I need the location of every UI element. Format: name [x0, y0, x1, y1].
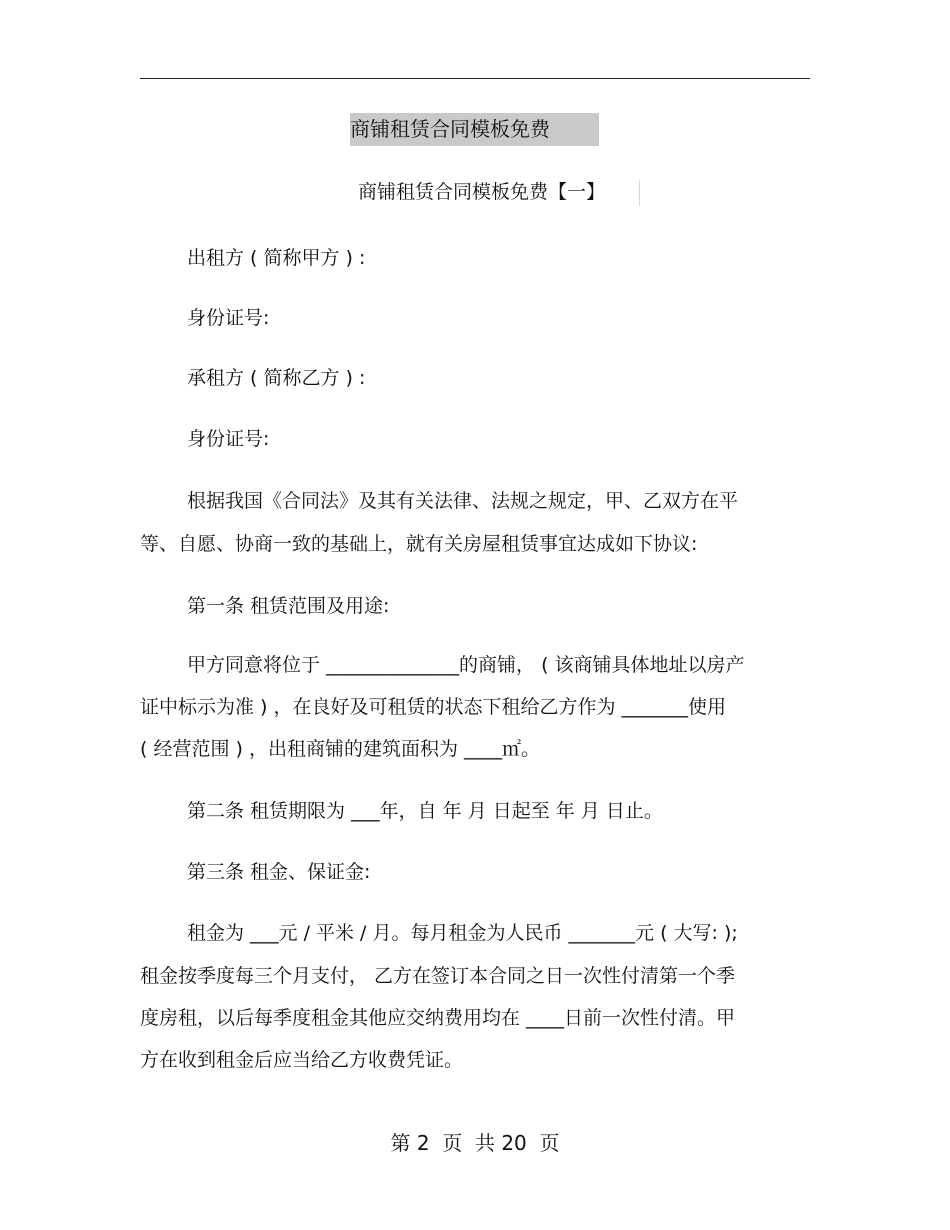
text-cursor-marker	[639, 180, 640, 206]
article-1-line-1: 甲方同意将位于 ______________的商铺， ( 该商铺具体地址以房产	[187, 654, 745, 676]
article-3-heading: 第三条 租金、保证金:	[187, 861, 371, 883]
header-rule	[140, 78, 810, 79]
lessee-line: 承租方 ( 简称乙方 ) :	[187, 367, 366, 389]
article-2-heading: 第二条 租赁期限为 ___年，自 年 月 日起至 年 月 日止。	[187, 800, 663, 822]
intro-paragraph-line-2: 等、自愿、协商一致的基础上，就有关房屋租赁事宜达成如下协议:	[140, 533, 698, 555]
intro-paragraph-line-1: 根据我国《合同法》及其有关法律、法规之规定，甲、乙双方在平	[187, 490, 739, 512]
article-3-line-3: 度房租，以后每季度租金其他应交纳费用均在 ____日前一次性付清。甲	[140, 1007, 736, 1029]
section-title: 商铺租赁合同模板免费【一】	[358, 181, 606, 203]
lessor-id-line: 身份证号:	[187, 307, 270, 329]
lessor-line: 出租方 ( 简称甲方 ) :	[187, 247, 366, 269]
article-3-line-2: 租金按季度每三个月支付， 乙方在签订本合同之日一次性付清第一个季	[140, 965, 736, 987]
article-1-heading: 第一条 租赁范围及用途:	[187, 595, 390, 617]
article-1-line-2: 证中标示为准 ) ，在良好及可租赁的状态下租给乙方作为 _______使用	[140, 696, 727, 718]
article-3-line-4: 方在收到租金后应当给乙方收费凭证。	[140, 1049, 464, 1071]
document-title: 商铺租赁合同模板免费	[350, 113, 599, 146]
article-1-line-3: ( 经营范围 ) ，出租商铺的建筑面积为 ____㎡。	[140, 738, 540, 760]
lessee-id-line: 身份证号:	[187, 428, 270, 450]
article-3-line-1: 租金为 ___元 / 平米 / 月。每月租金为人民币 _______元 ( 大写: );	[187, 922, 738, 944]
page-number: 第 2 页 共 20 页	[390, 1131, 560, 1155]
